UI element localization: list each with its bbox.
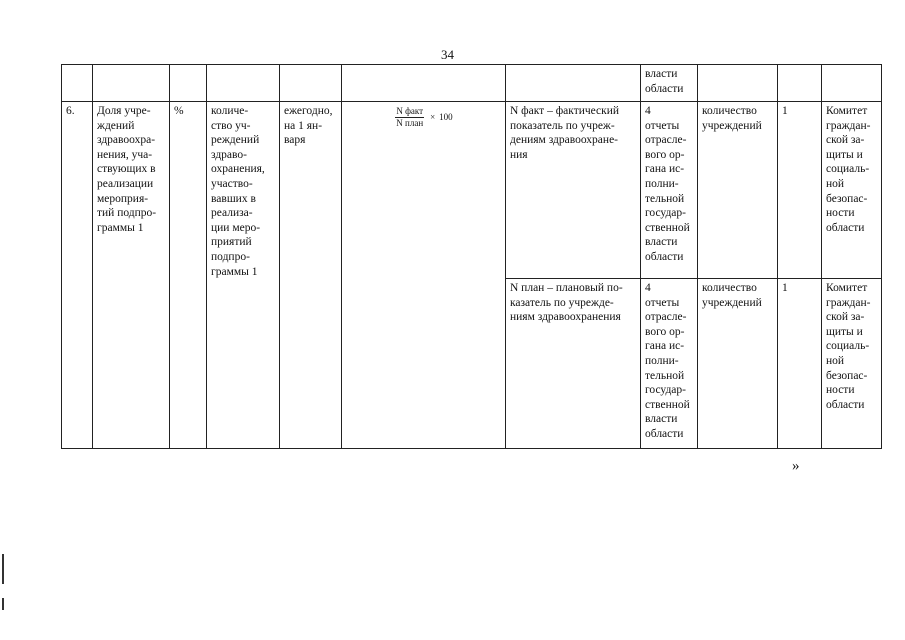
- responsible-body: Комитет граждан- ской за- щиты и социаль- ной безопас- ности области: [822, 102, 882, 279]
- indicators-table: [61, 64, 882, 449]
- unit-of-measure: количество учреждений: [698, 279, 778, 449]
- cell-empty: [822, 65, 882, 102]
- data-source: 4 отчеты отрасле- вого ор- гана ис- полни- тельной государ- ственной власти области: [641, 102, 698, 279]
- cell-empty: [506, 65, 641, 102]
- formula-operator: ×: [430, 112, 436, 122]
- page-number: 34: [441, 47, 454, 62]
- closing-quote-mark: »: [792, 458, 800, 474]
- scan-edge-mark: [2, 598, 4, 610]
- formula-multiplier: 100: [439, 112, 453, 122]
- row-number: 6.: [62, 102, 93, 449]
- value: 1: [778, 279, 822, 449]
- indicator-name: Доля учре- ждений здравоохра- нения, уча- ствующих в реализации мероприя- тий подпро- граммы 1: [93, 102, 170, 449]
- formula: [346, 106, 502, 129]
- unit: %: [170, 102, 207, 449]
- cell-empty: [342, 65, 506, 102]
- cell-empty: [280, 65, 342, 102]
- data-source: 4 отчеты отрасле- вого ор- гана ис- полни- тельной государ- ственной власти области: [641, 279, 698, 449]
- period: ежегодно, на 1 ян- варя: [280, 102, 342, 449]
- table-row: [62, 102, 882, 279]
- value: 1: [778, 102, 822, 279]
- continuation-row: [62, 65, 882, 102]
- scan-edge-mark: [2, 554, 4, 584]
- component-indicator: N план – плановый по- казатель по учрежде- ниям здравоохранения: [506, 279, 641, 449]
- source-cell: власти области: [641, 65, 698, 102]
- indicator-definition: количе- ство уч- реждений здраво- охранения, участво- вавших в реализа- ции меро- приятий подпро- граммы 1: [207, 102, 280, 449]
- cell-empty: [93, 65, 170, 102]
- formula-denominator: N план: [396, 118, 424, 128]
- formula-cell: [342, 102, 506, 449]
- cell-empty: [698, 65, 778, 102]
- component-indicator: N факт – фактический показатель по учреж- дениям здравоохране- ния: [506, 102, 641, 279]
- cell-empty: [62, 65, 93, 102]
- unit-of-measure: количество учреждений: [698, 102, 778, 279]
- cell-empty: [170, 65, 207, 102]
- formula-numerator: N факт: [396, 106, 424, 116]
- cell-empty: [207, 65, 280, 102]
- responsible-body: Комитет граждан- ской за- щиты и социаль- ной безопас- ности области: [822, 279, 882, 449]
- cell-empty: [778, 65, 822, 102]
